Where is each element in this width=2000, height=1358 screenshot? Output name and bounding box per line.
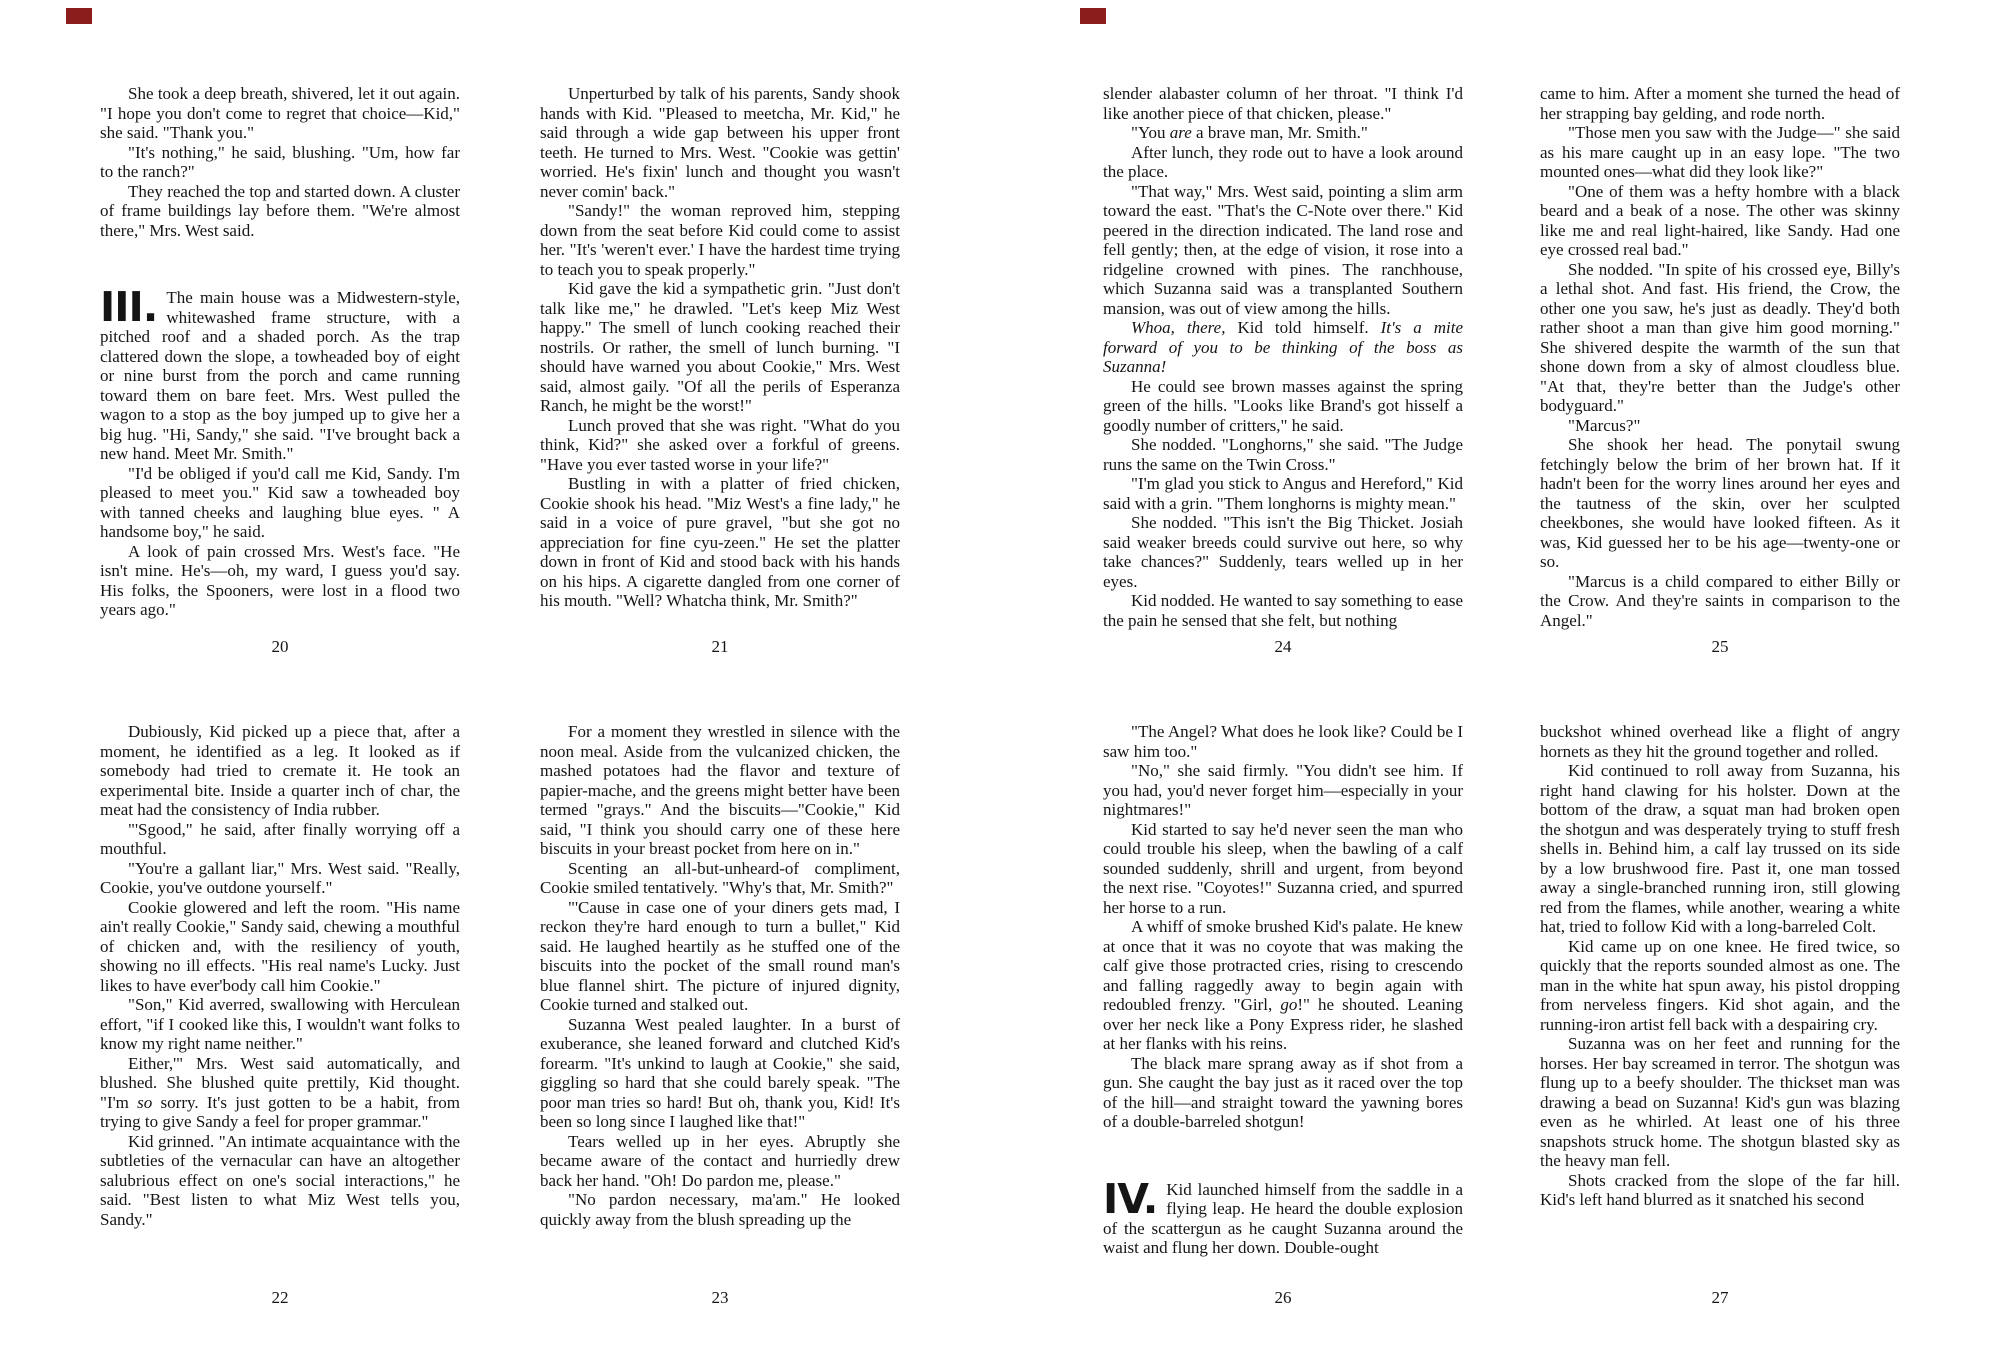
paragraph [1103,318,1463,377]
text-run: Unperturbed by talk of his parents, Sandy shook hands with Kid. "Pleased to meetcha, Mr. Kid," he said through a wide gap between his upper front teeth. He turned to Mrs. West. "Cookie was gettin' worried. He's fixin' lunch and thought you wasn't never comin' back." [540,84,900,201]
text-run: She took a deep breath, shivered, let it out again. "I hope you don't come to regret that choice—Kid," she said. "Thank you." [100,84,460,142]
page-22-body [100,722,460,1229]
page-number: 21 [711,637,729,656]
paragraph [1103,143,1463,182]
paragraph [540,898,900,1015]
paragraph [1103,591,1463,630]
text-run: Cookie glowered and left the room. "His name ain't really Cookie," Sandy said, chewing a mouthful of chicken and, with the resiliency of youth, showing no ill effects. "His real name's Lucky. Just likes to have ever'body call him Cookie." [100,897,460,995]
italic-text-run: are [1169,123,1192,142]
text-run: Kid started to say he'd never seen the man who could trouble his sleep, when the bawling of a calf sounded suddenly, shrill and urgent, from beyond the next rise. "Coyotes!" Suzanna cried, and spurred her horse to a run. [1103,819,1463,917]
page-24 [1103,84,1463,694]
page-number: 24 [1274,637,1292,656]
page-27 [1540,722,1900,1332]
paragraph [1540,937,1900,1035]
page-27-body [1540,722,1900,1210]
page-26-body [1103,722,1463,1258]
paragraph [540,859,900,898]
text-run: Lunch proved that she was right. "What do you think, Kid?" she asked over a forkful of greens. "Have you ever tasted worse in your life?" [540,415,900,474]
text-run: Kid came up on one knee. He fired twice, so quickly that the reports sounded almost as one. The man in the white hat spun away, his pistol dropping from nerveless fingers. Kid shot again, and the running-iron artist fell back with a despairing cry. [1540,936,1900,1034]
text-run: "I'm glad you stick to Angus and Hereford," Kid said with a grin. "Them longhorns is mighty mean." [1103,474,1463,513]
text-run: Kid gave the kid a sympathetic grin. "Just don't talk like me," he drawled. "Let's keep Miz West happy." The smell of lunch cooking reached their nostrils. Or rather, the smell of lunch burning. "I should have warned you about Cookie," Mrs. West said, almost gaily. "Of all the perils of Esperanza Ranch, he might be the worst!" [540,279,900,415]
spread-corner-mark-left [66,8,92,24]
chapter-start-paragraph [1103,1174,1463,1258]
text-run: After lunch, they rode out to have a look around the place. [1103,142,1463,181]
text-run: "You [1131,123,1170,142]
text-run: "That way," Mrs. West said, pointing a slim arm toward the east. "That's the C-Note over there." Kid peered in the direction indicated. The land rose and fell gently; then, at the edge of vision, it rose into a ridgeline crowned with pines. The ranchhouse, which Suzanna said was a transplanted Southern mansion, was out of view among the hills. [1103,181,1463,318]
text-run: Kid continued to roll away from Suzanna, his right hand clawing for his holster. Down at the bottom of the draw, a squat man had broken open the shotgun and was desperately trying to stuff fresh shells in. Behind him, a calf lay trussed on its side by a low brushwood fire. Past it, one man tossed away a single-branched running iron, still glowing red from the flames, while another, wearing a white hat, tried to follow Kid with a long-barreled Colt. [1540,761,1900,936]
italic-text-run: go [1280,995,1298,1014]
text-run: She shook her head. The ponytail swung fetchingly below the brim of her brown hat. If it hadn't been for the worry lines around her eyes and the tautness of the skin, over her sculpted cheekbones, she would have looked fifteen. As it was, Kid guessed her to be his age—twenty-one or so. [1540,435,1900,571]
page-number: 25 [1711,637,1729,656]
paragraph [1103,84,1463,123]
paragraph [540,1015,900,1132]
text-run: came to him. After a moment she turned the head of her strapping bay gelding, and rode north. [1540,84,1900,123]
paragraph [1540,761,1900,937]
text-run: Kid launched himself from the saddle in a flying leap. He heard the double explosion of the scattergun as he caught Suzanna around the waist and flung her down. Double-ought [1103,1179,1463,1257]
paragraph [1540,572,1900,631]
paragraph [1103,377,1463,436]
paragraph [1103,917,1463,1054]
text-run: "Son," Kid averred, swallowing with Herculean effort, "if I cooked like this, I wouldn't want folks to know my right name neither." [100,995,460,1053]
paragraph [1540,1171,1900,1210]
text-run: "Sandy!" the woman reproved him, stepping down from the seat before Kid could come to assist her. "It's 'weren't ever.' I have the hardest time trying to teach you to speak properly." [540,201,900,279]
paragraph [1103,474,1463,513]
paragraph [1540,416,1900,436]
paragraph [1103,182,1463,319]
paragraph [1540,1034,1900,1171]
page-number: 20 [271,637,289,656]
text-run: "Marcus is a child compared to either Billy or the Crow. And they're saints in comparison to the Angel." [1540,571,1900,630]
page-21 [540,84,900,694]
text-run: "I'd be obliged if you'd call me Kid, Sandy. I'm pleased to meet you." Kid saw a towheaded boy with tanned cheeks and laughing blue eyes. " A handsome boy," he said. [100,463,460,541]
paragraph [540,201,900,279]
paragraph [100,542,460,620]
paragraph [540,84,900,201]
text-run: "You're a gallant liar," Mrs. West said. "Really, Cookie, you've outdone yourself." [100,858,460,897]
paragraph [1540,722,1900,761]
text-run: "'Cause in case one of your diners gets mad, I reckon they're hard enough to turn a bullet," Kid said. He laughed heartily as he stuffed one of the biscuits into the pocket of the small round man's blue flannel shirt. The picture of injured dignity, Cookie turned and stalked out. [540,897,900,1014]
paragraph [540,722,900,859]
text-run: !" he shouted. Leaning over her neck like a Pony Express rider, he slashed at her flanks with his reins. [1103,995,1463,1053]
italic-text-run: Whoa, there, [1131,318,1226,337]
text-run: Kid nodded. He wanted to say something to ease the pain he sensed that she felt, but nothing [1103,591,1463,630]
text-run: Suzanna West pealed laughter. In a burst of exuberance, she leaned forward and clutched Kid's forearm. "It's unkind to laugh at Cookie," she said, giggling so hard that she could barely speak. "The poor man tries so hard! But oh, thank you, Kid! It's been so long since I laughed like that!" [540,1014,900,1131]
text-run: Dubiously, Kid picked up a piece that, after a moment, he identified as a leg. It looked as if somebody had tried to cremate it. He took an experimental bite. Inside a quarter inch of char, the meat had the consistency of India rubber. [100,722,460,819]
text-run: Suzanna was on her feet and running for the horses. Her bay screamed in terror. The shotgun was flung up to a beefy shoulder. The thickset man was drawing a bead on Suzanna! Kid's gun was blazing even as he whirled. At least one of his three snapshots struck home. The shotgun blasted sky as the heavy man fell. [1540,1034,1900,1170]
page-23-body [540,722,900,1229]
paragraph [100,898,460,996]
paragraph [100,182,460,241]
paragraph [100,820,460,859]
paragraph [540,279,900,416]
text-run: "One of them was a hefty hombre with a black beard and a beak of a nose. The other was skinny like me and real light-haired, like Sandy. Had one eye crossed real bad." [1540,181,1900,259]
page-25 [1540,84,1900,694]
paragraph [1103,722,1463,761]
page-23 [540,722,900,1332]
text-run: A whiff of smoke brushed Kid's palate. He knew at once that it was no coyote that was making the calf give those protracted cries, rising to crescendo and falling raggedly away to begin again with redoubled frenzy. "Girl, [1103,917,1463,1014]
text-run: Bustling in with a platter of fried chicken, Cookie shook his head. "Miz West's a fine lady," he said in a voice of pure gravel, "but she got no appreciation for fine cyu-zeen." He set the platter down in front of Kid and stood back with his hands on his hips. A cigarette dangled from one corner of his mouth. "Well? Whatcha think, Mr. Smith?" [540,474,900,610]
paragraph [100,859,460,898]
paragraph [100,722,460,820]
paragraph [1103,513,1463,591]
paragraph [100,1054,460,1132]
page-number: 23 [711,1288,729,1307]
text-run: She nodded. "This isn't the Big Thicket. Josiah said weaker breeds could survive out here, so why take chances?" Suddenly, tears welled up in her eyes. [1103,513,1463,591]
page-20-body [100,84,460,620]
chapter-numeral: III. [100,283,158,331]
italic-text-run: so [137,1092,153,1112]
text-run: Kid grinned. "An intimate acquaintance with the subtleties of the vernacular can have an altogether salubrious effect on one's social interactions," he said. "Best listen to what Miz West tells you, Sandy." [100,1131,460,1229]
paragraph [1540,435,1900,572]
paragraph [540,1190,900,1229]
text-run: "No," she said firmly. "You didn't see him. If you had, you'd never forget him—especially in your nightmares!" [1103,761,1463,819]
page-22 [100,722,460,1332]
paragraph [540,474,900,611]
text-run: "Those men you saw with the Judge—" she said as his mare caught up in an easy lope. "The two mounted ones—what did they look like?" [1540,123,1900,181]
page-20 [100,84,460,694]
paragraph [1103,123,1463,143]
paragraph [540,1132,900,1191]
text-run: a brave man, Mr. Smith." [1191,123,1368,142]
page-number: 26 [1274,1288,1292,1307]
text-run: They reached the top and started down. A cluster of frame buildings lay before them. "We're almost there," Mrs. West said. [100,181,460,240]
paragraph [100,464,460,542]
paragraph [100,1132,460,1230]
page-25-body [1540,84,1900,630]
text-run: Scenting an all-but-unheard-of compliment, Cookie smiled tentatively. "Why's that, Mr. Smith?" [540,858,900,897]
text-run: slender alabaster column of her throat. "I think I'd like another piece of that chicken, please." [1103,84,1463,123]
paragraph [1540,260,1900,416]
text-run: She nodded. "In spite of his crossed eye, Billy's a lethal shot. And fast. His friend, the Crow, the other one you saw, he's just as deadly. They'd both rather shoot a man than give him good morning." She shivered despite the warmth of the sun that shone down from a sky of almost cloudless blue. "At that, they're better than the Judge's other bodyguard." [1540,259,1900,415]
page-24-body [1103,84,1463,630]
paragraph [100,143,460,182]
paragraph [100,84,460,143]
page-number: 22 [271,1288,289,1307]
text-run: The main house was a Midwestern-style, whitewashed frame structure, with a pitched roof and a shaded porch. As the trap clattered down the slope, a towheaded boy of eight or nine burst from the porch and came running toward them on bare feet. Mrs. West pulled the wagon to a stop as the boy jumped up to give her a big hug. "Hi, Sandy," she said. "I've brought back a new hand. Meet Mr. Smith." [100,288,460,463]
text-run: "No pardon necessary, ma'am." He looked quickly away from the blush spreading up the [540,1190,900,1229]
text-run: He could see brown masses against the spring green of the hills. "Looks like Brand's got hisself a goodly number of critters," he said. [1103,376,1463,435]
text-run: "The Angel? What does he look like? Could be I saw him too." [1103,722,1463,761]
italic-text-run: It's a mite forward of you to be thinking of the boss as Suzanna! [1103,318,1463,376]
text-run: A look of pain crossed Mrs. West's face. "He isn't mine. He's—oh, my ward, I guess you'd say. His folks, the Spooners, were lost in a flood two years ago." [100,541,460,619]
text-run: She nodded. "Longhorns," she said. "The Judge runs the same on the Twin Cross." [1103,435,1463,474]
paragraph [540,416,900,475]
paragraph [1540,182,1900,260]
page-26 [1103,722,1463,1332]
spread-corner-mark-right [1080,8,1106,24]
text-run: For a moment they wrestled in silence with the noon meal. Aside from the vulcanized chicken, the mashed potatoes had the flavor and texture of papier-mache, and the greens might better have been termed "grays." And the biscuits—"Cookie," Kid said, "I think you should carry one of these here biscuits in your breast pocket from here on in." [540,722,900,858]
page-21-body [540,84,900,611]
text-run: Shots cracked from the slope of the far hill. Kid's left hand blurred as it snatched his second [1540,1170,1900,1209]
text-run: Either,'" Mrs. West said automatically, and blushed. She blushed quite prettily, Kid thought. "I'm [100,1053,460,1112]
text-run: "Marcus?" [1568,415,1641,435]
text-run: Tears welled up in her eyes. Abruptly she became aware of the contact and hurriedly drew back her hand. "Oh! Do pardon me, please." [540,1131,900,1190]
page-number: 27 [1711,1288,1729,1307]
paragraph [100,995,460,1054]
paragraph [1103,761,1463,820]
paragraph [1103,820,1463,918]
chapter-start-paragraph [100,283,460,464]
text-run: "It's nothing," he said, blushing. "Um, how far to the ranch?" [100,142,460,181]
text-run: The black mare sprang away as if shot from a gun. She caught the bay just as it raced over the top of the hill—and straight toward the yawning bores of a double-barreled shotgun! [1103,1053,1463,1131]
text-run: sorry. It's just gotten to be a habit, from trying to give Sandy a feel for proper grammar." [100,1092,460,1131]
text-run: "'Sgood," he said, after finally worrying off a mouthful. [100,819,460,858]
paragraph [1540,84,1900,123]
text-run: Kid told himself. [1225,318,1381,337]
paragraph [1540,123,1900,182]
paragraph [1103,1054,1463,1132]
paragraph [1103,435,1463,474]
chapter-numeral: IV. [1103,1174,1158,1223]
text-run: buckshot whined overhead like a flight of angry hornets as they hit the ground together and rolled. [1540,722,1900,761]
